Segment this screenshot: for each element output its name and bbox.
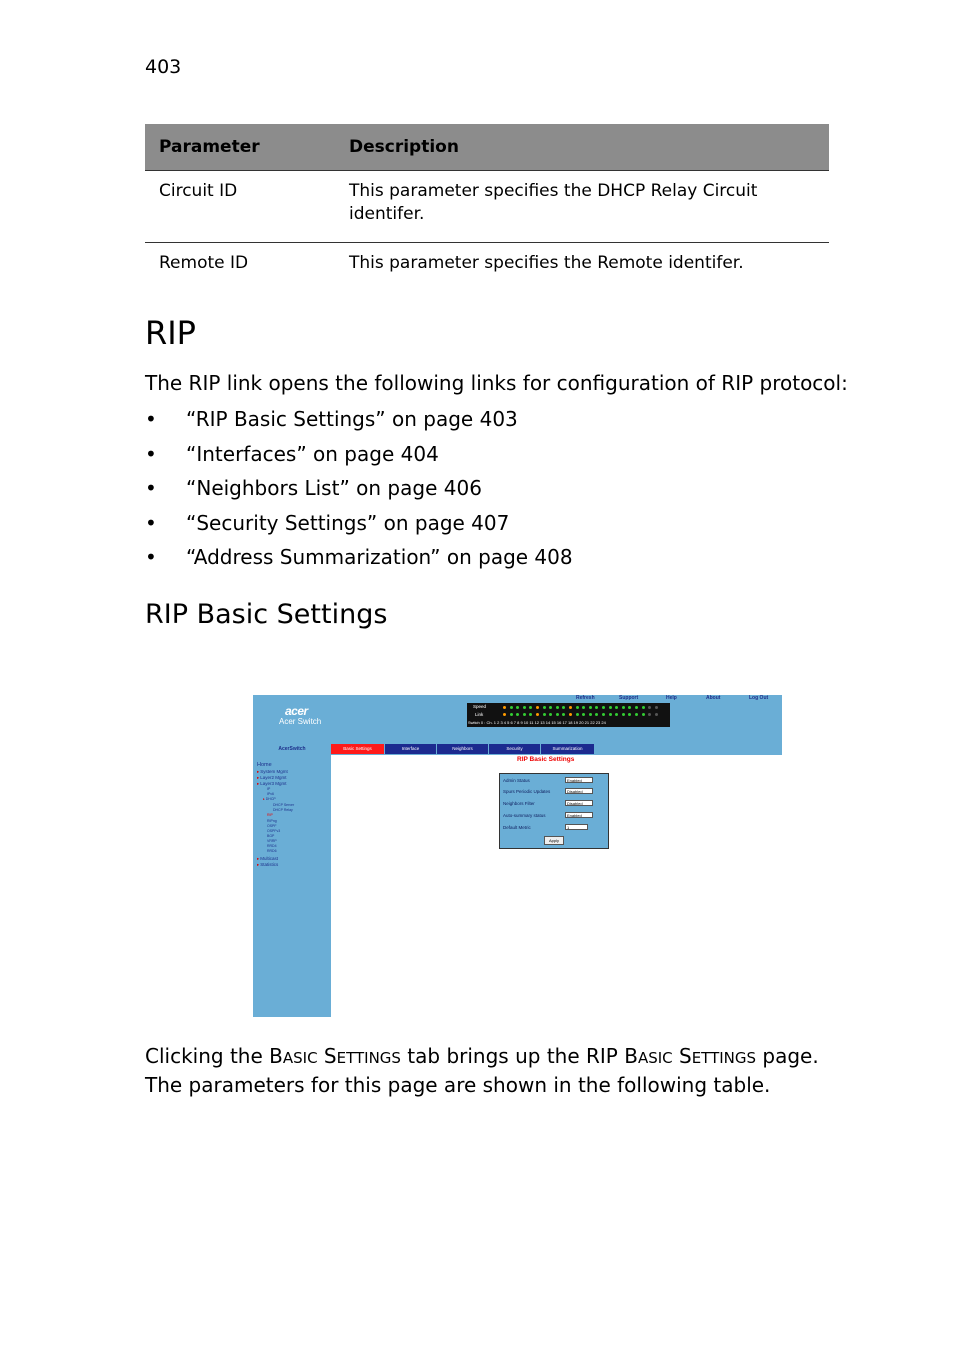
nav-dhcp[interactable]: ▸ DHCP <box>263 797 276 801</box>
port-led <box>635 706 638 709</box>
port-led <box>562 713 565 716</box>
port-led <box>628 706 631 709</box>
nav-rrd4[interactable]: RRD4 <box>267 844 277 848</box>
port-led <box>510 706 513 709</box>
port-led <box>536 706 539 709</box>
bullet-icon: • <box>145 407 157 431</box>
nav-ospfv3[interactable]: OSPFv3 <box>267 829 281 833</box>
port-led <box>642 713 645 716</box>
field-label: Neighbors Filter <box>503 801 535 806</box>
port-led <box>635 713 638 716</box>
text-run: tab brings up the RIP <box>400 1044 625 1068</box>
port-led <box>589 706 592 709</box>
page-number: 403 <box>145 56 182 78</box>
sidebar-header: AcerSwitch <box>253 745 331 754</box>
port-led <box>582 713 585 716</box>
nav-multicast[interactable]: ▸ Multicast <box>257 856 278 862</box>
nav-ip[interactable]: IP <box>267 787 271 791</box>
nav-rrd6[interactable]: RRD6 <box>267 849 277 853</box>
list-item[interactable] <box>145 441 573 476</box>
subsection-heading: RIP Basic Settings <box>145 599 388 630</box>
logout-link[interactable]: Log Out <box>749 695 769 701</box>
port-led <box>536 713 539 716</box>
port-led <box>595 713 598 716</box>
port-led <box>615 706 618 709</box>
nav-bgp[interactable]: BGP <box>267 834 275 838</box>
header-parameter: Parameter <box>145 124 335 171</box>
port-led <box>576 706 579 709</box>
port-led <box>615 713 618 716</box>
table-cell: This parameter specifies the DHCP Relay Circuit identifer. <box>335 171 829 243</box>
bullet-icon: • <box>145 441 157 466</box>
list-item[interactable] <box>145 544 573 579</box>
nav-ospf[interactable]: OSPF <box>267 824 277 828</box>
support-link[interactable]: Support <box>619 695 639 701</box>
nav-statistics[interactable]: ▸ Statistics <box>257 862 278 868</box>
tab-security[interactable]: Security <box>489 744 540 754</box>
about-link[interactable]: About <box>706 695 721 701</box>
periodic-updates-select[interactable]: Disabled <box>565 788 593 794</box>
default-metric-input[interactable]: 1 <box>565 824 588 830</box>
tab-interface[interactable]: Interface <box>385 744 436 754</box>
list-item-text: “Address Summarization” on page 408 <box>186 545 573 569</box>
list-item-text: “RIP Basic Settings” on page 403 <box>186 407 518 431</box>
port-led <box>648 713 651 716</box>
field-label: Default Metric <box>503 825 531 830</box>
port-led <box>595 706 598 709</box>
brand-label: Acer Switch <box>279 717 322 726</box>
port-led <box>543 713 546 716</box>
port-led <box>503 713 506 716</box>
nav-ipv6[interactable]: IPv6 <box>267 792 275 796</box>
settings-form <box>499 773 609 849</box>
nav-vrrp[interactable]: VRRP <box>267 839 277 843</box>
bullet-icon: • <box>145 545 157 569</box>
port-led <box>602 706 605 709</box>
port-led <box>655 713 658 716</box>
table-header-row <box>145 124 829 171</box>
list-item[interactable] <box>145 475 573 510</box>
port-led <box>503 706 506 709</box>
port-status-panel <box>467 703 670 727</box>
port-led <box>569 713 572 716</box>
port-led <box>622 713 625 716</box>
table-row <box>145 171 829 243</box>
text-run: B <box>624 1044 638 1068</box>
port-led <box>549 706 552 709</box>
text-run: Clicking the <box>145 1044 270 1068</box>
refresh-link[interactable]: Refresh <box>576 695 595 701</box>
tab-neighbors[interactable]: Neighbors <box>437 744 488 754</box>
table-cell: This parameter specifies the Remote identifer. <box>349 253 744 273</box>
apply-button[interactable]: Apply <box>544 836 564 845</box>
port-led <box>510 713 513 716</box>
text-run: S <box>317 1044 337 1068</box>
nav-rip[interactable]: RIP <box>267 813 273 817</box>
tab-summarization[interactable]: Summarization <box>541 744 594 754</box>
port-led <box>549 713 552 716</box>
list-item[interactable] <box>145 406 573 441</box>
port-led <box>523 706 526 709</box>
help-link[interactable]: Help <box>666 695 677 701</box>
field-label: Admin Status <box>503 778 530 783</box>
tab-basic-settings[interactable]: Basic Settings <box>331 744 384 754</box>
section-heading: RIP <box>145 314 196 352</box>
table-cell: Remote ID <box>159 253 249 273</box>
link-list <box>145 406 573 579</box>
link-label: Link <box>475 712 484 717</box>
list-item[interactable] <box>145 510 573 545</box>
list-item-text: “Security Settings” on page 407 <box>186 510 510 535</box>
table-row <box>145 243 829 292</box>
port-led <box>516 706 519 709</box>
ui-screenshot <box>253 695 782 1017</box>
acer-logo: acer <box>285 704 308 718</box>
port-led <box>622 706 625 709</box>
port-led <box>562 706 565 709</box>
port-led <box>648 706 651 709</box>
port-led <box>655 706 658 709</box>
neighbors-filter-select[interactable]: Disabled <box>565 800 593 806</box>
nav-home[interactable]: Home <box>257 762 272 768</box>
text-run: S <box>672 1044 692 1068</box>
parameter-table <box>145 124 829 291</box>
text-run: ASIC <box>637 1049 673 1067</box>
port-led <box>582 706 585 709</box>
field-label: Auto-summary status <box>503 813 546 818</box>
port-led <box>529 713 532 716</box>
text-run: The parameters for this page are shown in the following table. <box>145 1072 771 1097</box>
form-title: RIP Basic Settings <box>517 756 575 763</box>
port-led <box>569 706 572 709</box>
closing-paragraph <box>145 1043 845 1098</box>
nav-ripng[interactable]: RIPng <box>267 819 277 823</box>
text-run: B <box>269 1044 283 1068</box>
nav-dhcp-relay[interactable]: DHCP Relay <box>273 808 293 812</box>
header-description: Description <box>335 124 829 171</box>
nav-layer2-mgmt[interactable]: ▸ Layer2 Mgmt <box>257 775 287 781</box>
port-led <box>602 713 605 716</box>
list-item-text: “Neighbors List” on page 406 <box>186 476 482 500</box>
port-led <box>516 713 519 716</box>
text-run: ETTINGS <box>336 1049 401 1067</box>
port-led <box>523 713 526 716</box>
port-led <box>609 713 612 716</box>
text-run: page. <box>756 1044 819 1068</box>
admin-status-select[interactable]: Enabled <box>565 777 593 783</box>
port-led <box>529 706 532 709</box>
list-item-text: “Interfaces” on page 404 <box>186 441 439 466</box>
intro-paragraph: The RIP link opens the following links for configuration of RIP protocol: <box>145 371 848 395</box>
port-led <box>576 713 579 716</box>
nav-dhcp-server[interactable]: DHCP Server <box>273 803 295 807</box>
bullet-icon: • <box>145 510 157 535</box>
port-led <box>556 713 559 716</box>
nav-layer3-mgmt[interactable]: ▸ Layer3 Mgmt <box>257 781 287 787</box>
bullet-icon: • <box>145 476 157 500</box>
port-led <box>642 706 645 709</box>
port-led <box>543 706 546 709</box>
field-label: Spurs Periodic Updates <box>503 789 551 794</box>
table-cell: Circuit ID <box>145 171 335 243</box>
port-led <box>609 706 612 709</box>
port-led <box>556 706 559 709</box>
speed-label: Speed <box>473 704 487 709</box>
nav-system-mgmt[interactable]: ▸ System Mgmt <box>257 769 288 775</box>
port-led <box>589 713 592 716</box>
text-run: ETTINGS <box>691 1049 757 1067</box>
port-numbers: Switch 0 : Ch. 1 2 3 4 5 6 7 8 9 10 11 12 13 14 15 16 17 18 19 20 21 22 23 24 <box>468 720 606 725</box>
text-run: ASIC <box>282 1049 318 1067</box>
port-led <box>628 713 631 716</box>
auto-summary-select[interactable]: Enabled <box>565 812 593 818</box>
